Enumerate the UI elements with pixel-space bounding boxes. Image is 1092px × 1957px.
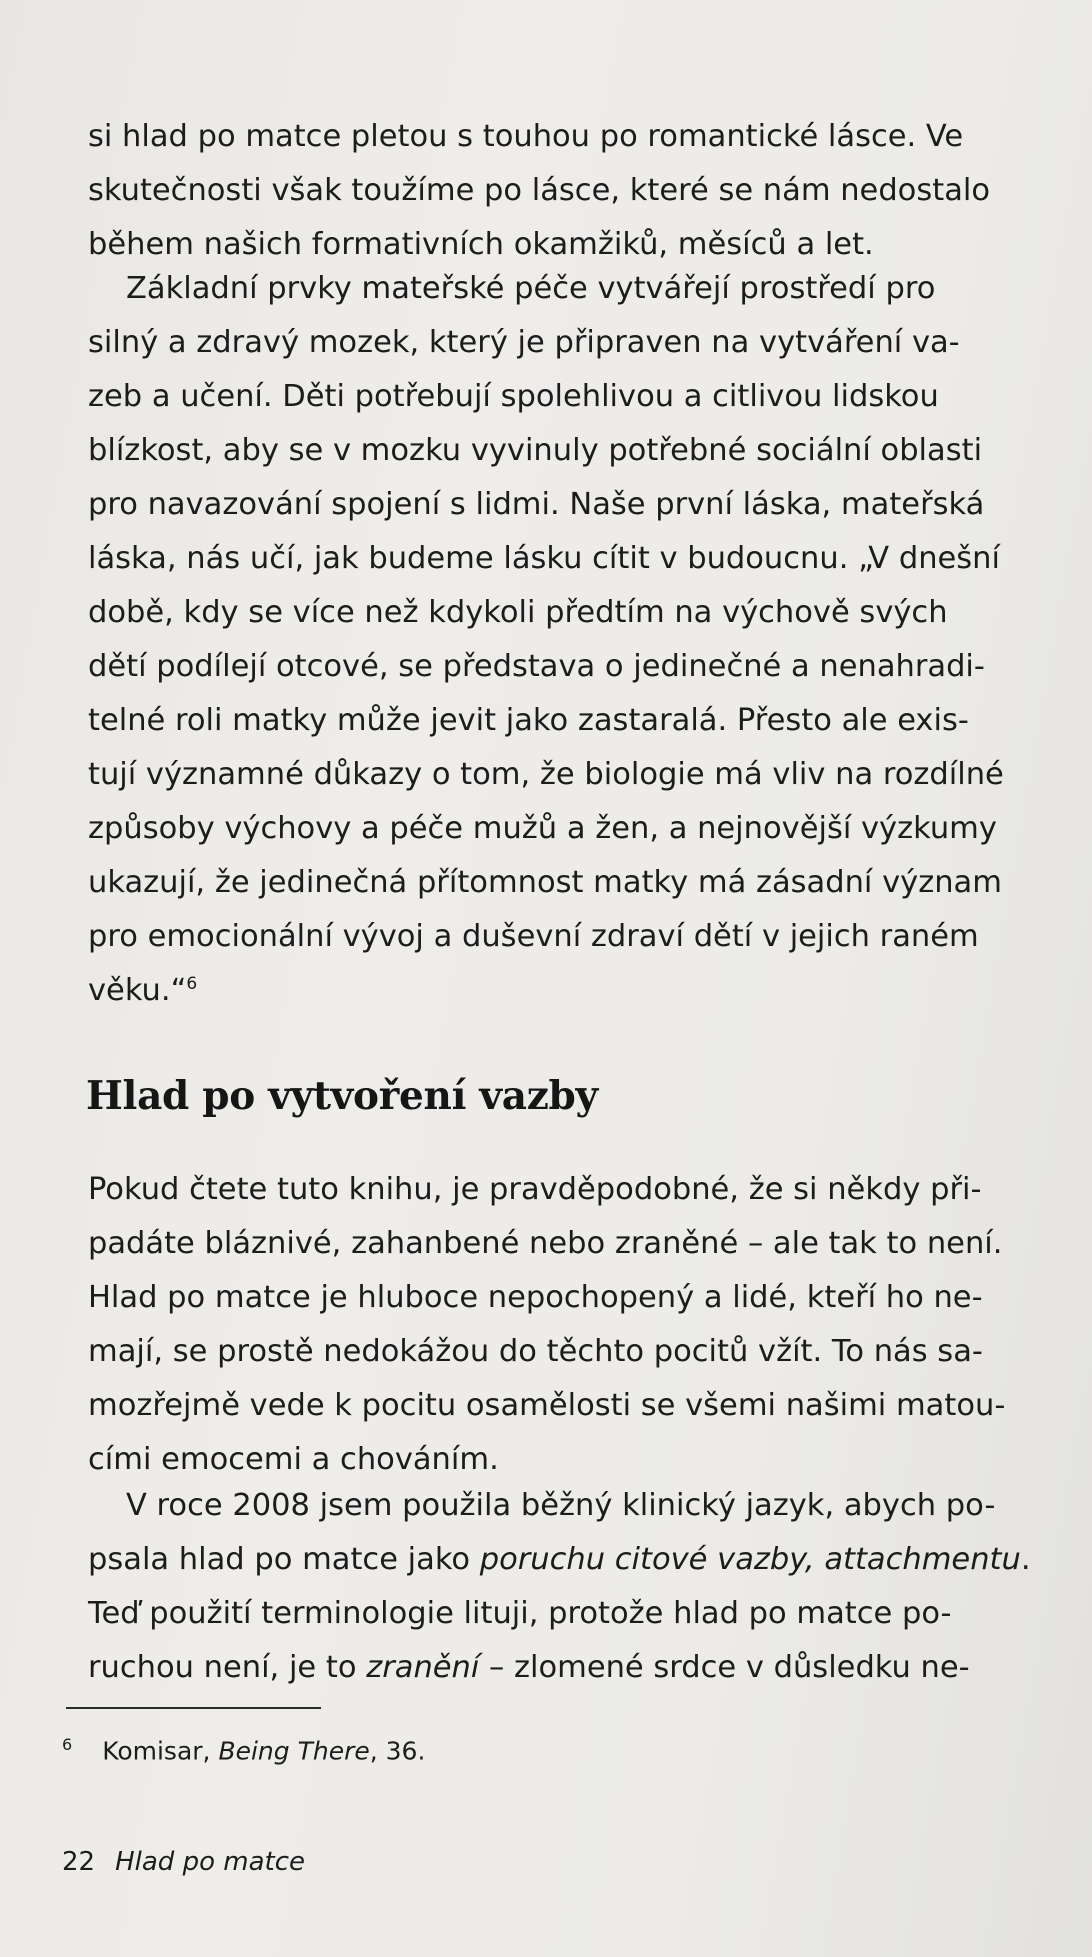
footnote — [62, 1725, 425, 1771]
paragraph-2 — [88, 262, 1028, 1018]
paragraph-4 — [88, 1479, 1031, 1695]
text-line: mozřejmě vede k pocitu osamělosti se všemi našimi matou- — [88, 1388, 1006, 1423]
text-line — [88, 1641, 1028, 1695]
text-line: Základní prvky mateřské péče vytvářejí prostředí pro — [126, 271, 936, 306]
text-segment: . — [1020, 1542, 1031, 1577]
emphasized-text: poruchu citové vazby, attachmentu — [479, 1542, 1021, 1577]
footnote-divider — [66, 1707, 321, 1709]
text-line: V roce 2008 jsem použila běžný klinický jazyk, abych po- — [126, 1488, 996, 1523]
footnote-reference[interactable]: 6 — [186, 973, 198, 994]
last-line-text: věku.“ — [88, 973, 187, 1008]
text-line: zeb a učení. Děti potřebují spolehlivou a citlivou lidskou — [88, 379, 939, 414]
text-line: skutečnosti však toužíme po lásce, které se nám nedostalo — [88, 173, 991, 208]
text-line: silný a zdravý mozek, který je připraven na vytváření va- — [88, 325, 960, 360]
text-line: dětí podílejí otcové, se představa o jedinečné a nenahradi- — [88, 649, 985, 684]
text-line: blízkost, aby se v mozku vyvinuly potřebné sociální oblasti — [88, 433, 983, 468]
text-line: způsoby výchovy a péče mužů a žen, a nejnovější výzkumy — [88, 811, 997, 846]
text-line — [88, 1533, 1031, 1587]
section-heading: Hlad po vytvoření vazby — [86, 1073, 598, 1119]
text-line: Hlad po matce je hluboce nepochopený a lidé, kteří ho ne- — [88, 1280, 983, 1315]
text-line: pro emocionální vývoj a duševní zdraví dětí v jejich raném — [88, 919, 979, 954]
text-line: Pokud čtete tuto knihu, je pravděpodobné, že si někdy při- — [88, 1172, 982, 1207]
text-line: láska, nás učí, jak budeme lásku cítit v budoucnu. „V dnešní — [88, 541, 1000, 576]
footnote-author: Komisar, — [102, 1736, 219, 1766]
paragraph-3 — [88, 1163, 1028, 1487]
text-line: telné roli matky může jevit jako zastaralá. Přesto ale exis- — [88, 703, 969, 738]
text-line: cími emocemi a chováním. — [88, 1442, 499, 1477]
text-line: Teď použití terminologie lituji, protože hlad po matce po- — [88, 1596, 952, 1631]
text-line: ukazují, že jedinečná přítomnost matky má zásadní význam — [88, 865, 1002, 900]
running-title: Hlad po matce — [115, 1847, 305, 1877]
text-segment: ruchou není, je to — [88, 1650, 367, 1685]
page-number: 22 — [62, 1847, 96, 1877]
text-line: mají, se prostě nedokážou do těchto pocitů vžít. To nás sa- — [88, 1334, 983, 1369]
text-line: pro navazování spojení s lidmi. Naše první láska, mateřská — [88, 487, 985, 522]
text-line — [88, 964, 1028, 1018]
paragraph-1 — [88, 110, 1028, 272]
page-footer — [62, 1842, 305, 1882]
text-line: tují významné důkazy o tom, že biologie má vliv na rozdílné — [88, 757, 1004, 792]
text-line: během našich formativních okamžiků, měsíců a let. — [88, 227, 874, 262]
footnote-number: 6 — [62, 1735, 73, 1754]
emphasized-text: zranění — [366, 1650, 480, 1685]
footnote-title: Being There — [218, 1736, 370, 1766]
text-segment: psala hlad po matce jako — [88, 1542, 480, 1577]
text-line: době, kdy se více než kdykoli předtím na výchově svých — [88, 595, 948, 630]
text-segment: – zlomené srdce v důsledku ne- — [479, 1650, 970, 1685]
text-line: padáte bláznivé, zahanbené nebo zraněné – ale tak to není. — [88, 1226, 1003, 1261]
footnote-page: , 36. — [369, 1736, 426, 1766]
text-line: si hlad po matce pletou s touhou po romantické lásce. Ve — [88, 119, 964, 154]
